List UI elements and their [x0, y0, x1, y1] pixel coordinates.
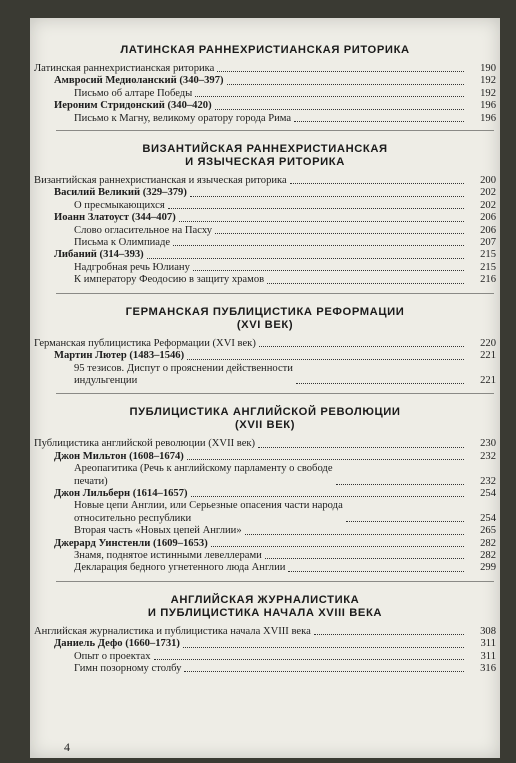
toc-entry-title: Вторая часть «Новых цепей Англии» [74, 525, 242, 537]
toc-entry-title: Публицистика английской революции (XVII век) [34, 438, 256, 450]
toc-section [30, 44, 500, 125]
toc-entry-page: 232 [480, 475, 496, 487]
dot-leader [288, 571, 464, 572]
toc-entry-title: Декларация бедного угнетенного люда Англии [74, 562, 286, 574]
dot-leader [259, 346, 464, 347]
toc-entry-page: 221 [480, 374, 496, 386]
toc-entry[interactable] [74, 651, 500, 663]
toc-entry[interactable] [54, 249, 500, 261]
dot-leader [183, 647, 464, 648]
toc-entry-page: 299 [480, 562, 496, 574]
toc-entry[interactable] [54, 212, 500, 224]
toc-entry[interactable] [34, 438, 500, 450]
dot-leader [187, 359, 464, 360]
section-title-line: ЛАТИНСКАЯ РАННЕХРИСТИАНСКАЯ РИТОРИКА [120, 44, 410, 56]
toc-entry-title: Амвросий Медиоланский (340–397) [54, 75, 224, 87]
toc-entry-title: Письма к Олимпиаде [74, 237, 171, 249]
section-title-line: ПУБЛИЦИСТИКА АНГЛИЙСКОЙ РЕВОЛЮЦИИ [129, 406, 401, 419]
toc-entry-title: Либаний (314–393) [54, 249, 144, 261]
dot-leader [187, 459, 464, 460]
dot-leader [314, 634, 464, 635]
toc-entry-page: 202 [480, 187, 496, 199]
dot-leader [346, 521, 464, 522]
toc-entry-page: 282 [480, 549, 496, 561]
toc-entry-page: 311 [480, 650, 496, 662]
toc-section [30, 406, 500, 574]
toc-entries [30, 338, 500, 388]
toc-entry-page: 220 [480, 337, 496, 349]
toc-entry-title: Надгробная речь Юлиану [74, 261, 190, 273]
toc-entry[interactable] [74, 225, 500, 237]
dot-leader [211, 546, 464, 547]
toc-entry[interactable] [54, 75, 500, 87]
toc-entry[interactable] [54, 187, 500, 199]
dot-leader [245, 534, 464, 535]
toc-entry[interactable] [74, 463, 500, 488]
toc-entry-title: К императору Феодосию в защиту храмов [74, 274, 265, 286]
toc-entry[interactable] [74, 525, 500, 537]
toc-entry-title: Латинская раннехристианская риторика [34, 63, 215, 74]
dot-leader [336, 484, 464, 485]
toc-entry-title: Джерард Уинстенли (1609–1653) [54, 537, 208, 549]
toc-entry-page: 192 [480, 87, 496, 99]
toc-entry-page: 215 [480, 249, 496, 261]
toc-entry-title: Новые цепи Англии, или Серьезные опасения части народа относительно республики [74, 500, 343, 524]
table-of-contents [30, 44, 500, 675]
section-gap [30, 131, 500, 143]
toc-entry-page: 190 [480, 63, 496, 74]
section-title [30, 306, 500, 332]
toc-entry-title: Письмо об алтаре Победы [74, 87, 193, 99]
toc-entry-title: Византийская раннехристианская и языческая риторика [34, 175, 287, 187]
dot-leader [265, 558, 464, 559]
dot-leader [258, 447, 464, 448]
dot-leader [296, 383, 464, 384]
toc-entry-title: Английская журналистика и публицистика начала XVIII века [34, 625, 311, 637]
section-title [30, 44, 500, 57]
section-title [30, 594, 500, 620]
toc-entry-page: 196 [480, 112, 496, 124]
toc-entry[interactable] [74, 262, 500, 274]
toc-entry-page: 221 [480, 350, 496, 362]
toc-entry-page: 216 [480, 274, 496, 286]
toc-entry-title: Даниель Дефо (1660–1731) [54, 638, 180, 650]
toc-entry[interactable] [54, 350, 500, 362]
toc-entry-page: 200 [480, 175, 496, 187]
toc-entry-page: 206 [480, 212, 496, 224]
toc-entry[interactable] [74, 663, 500, 675]
toc-entry[interactable] [54, 100, 500, 112]
toc-entry-page: 311 [480, 638, 496, 650]
section-title-line: (XVII ВЕК) [234, 419, 296, 432]
section-title-line: И ЯЗЫЧЕСКАЯ РИТОРИКА [185, 156, 345, 169]
dot-leader [215, 109, 464, 110]
toc-entry-page: 316 [480, 663, 496, 674]
section-title-line: И ПУБЛИЦИСТИКА НАЧАЛА XVIII ВЕКА [147, 606, 383, 619]
toc-entry[interactable] [34, 175, 500, 187]
toc-entry-title: Иоанн Златоуст (344–407) [54, 212, 176, 224]
dot-leader [217, 71, 464, 72]
toc-entry-page: 254 [480, 487, 496, 499]
dot-leader [190, 196, 464, 197]
toc-entry[interactable] [74, 274, 500, 286]
toc-section [30, 594, 500, 676]
dot-leader [193, 270, 464, 271]
toc-entry[interactable] [54, 538, 500, 550]
section-title-line: ВИЗАНТИЙСКАЯ РАННЕХРИСТИАНСКАЯ [142, 143, 388, 156]
toc-entry-page: 192 [480, 75, 496, 87]
toc-section [30, 306, 500, 388]
toc-entry-title: 95 тезисов. Диспут о прояснении действенности индульгенции [74, 362, 293, 386]
toc-entry[interactable] [34, 63, 500, 75]
toc-entry[interactable] [74, 200, 500, 212]
toc-entry-title: Письмо к Магну, великому оратору города Рима [74, 112, 292, 124]
section-gap [30, 582, 500, 594]
dot-leader [154, 659, 464, 660]
dot-leader [215, 233, 464, 234]
dot-leader [184, 671, 464, 672]
toc-entry-title: Джон Лильберн (1614–1657) [54, 487, 188, 499]
dot-leader [191, 496, 464, 497]
section-title [30, 406, 500, 432]
toc-entry[interactable] [74, 500, 500, 525]
dot-leader [290, 183, 464, 184]
toc-entry-page: 207 [480, 237, 496, 249]
toc-entry[interactable] [74, 550, 500, 562]
section-gap [30, 294, 500, 306]
dot-leader [195, 96, 464, 97]
toc-entry-page: 230 [480, 438, 496, 450]
toc-entry-title: О пресмыкающихся [74, 199, 165, 211]
toc-entry-page: 215 [480, 261, 496, 273]
section-title-line: АНГЛИЙСКАЯ ЖУРНАЛИСТИКА [170, 593, 360, 606]
toc-entry[interactable] [54, 638, 500, 650]
toc-entry-page: 282 [480, 537, 496, 549]
toc-entry-page: 308 [480, 625, 496, 637]
toc-entry[interactable] [74, 237, 500, 249]
toc-entry-page: 232 [480, 450, 496, 462]
section-title [30, 143, 500, 169]
book-page [30, 18, 500, 758]
toc-entry[interactable] [34, 338, 500, 350]
dot-leader [147, 258, 464, 259]
dot-leader [227, 84, 464, 85]
toc-entries [30, 175, 500, 287]
dot-leader [179, 221, 464, 222]
toc-entry-title: Опыт о проектах [74, 650, 151, 662]
toc-entry[interactable] [74, 363, 500, 388]
toc-entry[interactable] [74, 88, 500, 100]
toc-entry-page: 196 [480, 100, 496, 112]
toc-entry[interactable] [74, 113, 500, 125]
toc-entries [30, 626, 500, 676]
section-title-line: ГЕРМАНСКАЯ ПУБЛИЦИСТИКА РЕФОРМАЦИИ [125, 305, 405, 318]
toc-entries [30, 63, 500, 125]
toc-entry[interactable] [74, 562, 500, 574]
toc-entry-page: 202 [480, 199, 496, 211]
toc-entry-page: 265 [480, 525, 496, 537]
toc-entry-title: Джон Мильтон (1608–1674) [54, 450, 184, 462]
toc-section [30, 143, 500, 287]
toc-entry-title: Ареопагитика (Речь к английскому парламенту о свободе печати) [74, 463, 333, 487]
toc-entry-title: Гимн позорному столбу [74, 663, 182, 674]
dot-leader [267, 283, 464, 284]
toc-entry-title: Иероним Стридонский (340–420) [54, 100, 212, 112]
toc-entry[interactable] [54, 451, 500, 463]
toc-entry-title: Слово огласительное на Пасху [74, 224, 213, 236]
section-gap [30, 394, 500, 406]
page-number: 4 [64, 740, 70, 754]
toc-entry-page: 206 [480, 224, 496, 236]
section-title-line: (XVI ВЕК) [236, 318, 294, 331]
toc-entry-title: Знамя, поднятое истинными левеллерами [74, 549, 262, 561]
dot-leader [294, 121, 464, 122]
toc-entry-title: Германская публицистика Реформации (XVI век) [34, 337, 256, 349]
dot-leader [168, 208, 464, 209]
toc-entry[interactable] [34, 626, 500, 638]
toc-entry-page: 254 [480, 512, 496, 524]
toc-entry[interactable] [54, 488, 500, 500]
toc-entries [30, 438, 500, 574]
dot-leader [173, 245, 464, 246]
toc-entry-title: Мартин Лютер (1483–1546) [54, 350, 185, 362]
toc-entry-title: Василий Великий (329–379) [54, 187, 187, 199]
